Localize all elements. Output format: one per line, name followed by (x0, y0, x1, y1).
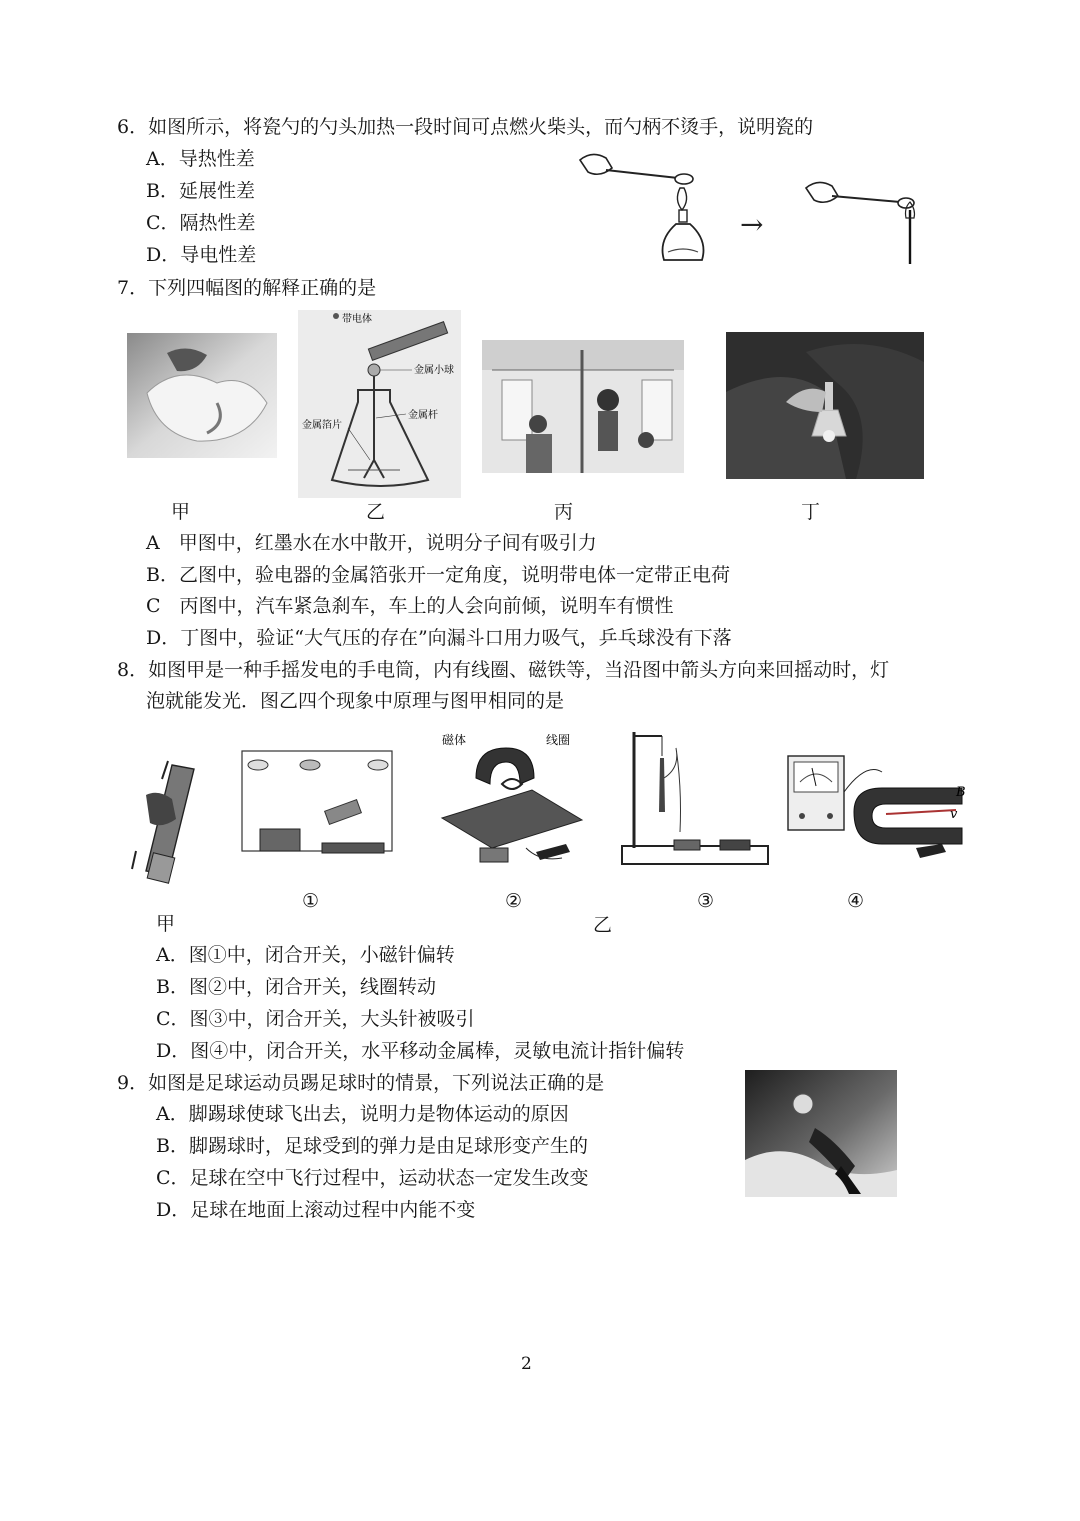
q7-photo-bing (482, 340, 684, 473)
battery-icon (260, 829, 300, 851)
switch-icon (325, 800, 362, 825)
q9-option-a: A．脚踢球使球飞出去，说明力是物体运动的原因 (156, 1103, 569, 1125)
q7-caption-bing: 丙 (554, 501, 574, 523)
coil-label: 线圈 (546, 733, 571, 747)
q9-option-c: C．足球在空中飞行过程中，运动状态一定发生改变 (156, 1167, 589, 1189)
compass-icon (300, 760, 320, 770)
q7-caption-jia: 甲 (171, 501, 191, 523)
electromagnet-icon (659, 758, 665, 812)
q8-option-a: A．图①中，闭合开关，小磁针偏转 (156, 944, 455, 966)
q8-figure-number-3: ③ (697, 890, 715, 912)
charged-body-label: 带电体 (342, 314, 372, 325)
q7-option-c: C 丙图中，汽车紧急刹车，车上的人会向前倾，说明车有惯性 (146, 595, 674, 617)
q8-stem-line2: 泡就能发光．图乙四个现象中原理与图甲相同的是 (146, 690, 565, 712)
metal-rod-icon (886, 810, 956, 814)
spoon-icon (898, 198, 914, 208)
q9-soccer-photo (745, 1070, 897, 1197)
hand-icon (806, 182, 838, 202)
q9-option-d: D．足球在地面上滚动过程中内能不变 (156, 1199, 476, 1221)
q9-stem: 9．如图是足球运动员踢足球时的情景，下列说法正确的是 (117, 1072, 605, 1094)
q8-figure-2 (436, 728, 588, 868)
q7-photo-ding (726, 332, 924, 479)
flame-icon (677, 188, 686, 210)
q8-option-c: C．图③中，闭合开关，大头针被吸引 (156, 1008, 475, 1030)
arrow-right-icon: → (740, 208, 764, 241)
b-label: B (956, 785, 966, 800)
alcohol-lamp-icon (663, 224, 704, 260)
q6-option-a: A．导热性差 (146, 148, 255, 170)
q8-flashlight-figure (128, 755, 208, 890)
metal-foil-label: 金属箔片 (302, 420, 342, 431)
q6-stem: 6．如图所示，将瓷勺的勺头加热一段时间可点燃火柴头，而勺柄不烫手，说明瓷的 (117, 116, 814, 138)
q8-caption-yi: 乙 (593, 914, 613, 936)
q9-option-b: B．脚踢球时，足球受到的弹力是由足球形变产生的 (156, 1135, 588, 1157)
v-label: v (950, 807, 958, 822)
soccer-ball-icon (793, 1094, 813, 1114)
hand-icon (580, 154, 612, 174)
q7-photo-jia (127, 333, 277, 458)
horseshoe-magnet-icon (476, 748, 534, 784)
q7-option-d: D．丁图中，验证“大气压的存在”向漏斗口用力吸气，乒乓球没有下落 (146, 627, 732, 649)
q7-electroscope-figure (298, 310, 461, 498)
q6-option-d: D．导电性差 (146, 244, 257, 266)
switch-icon (916, 844, 946, 858)
q8-figure-1 (238, 745, 398, 860)
q7-caption-ding: 丁 (801, 501, 821, 523)
q8-option-b: B．图②中，闭合开关，线圈转动 (156, 976, 436, 998)
q8-figure-number-2: ② (505, 890, 523, 912)
q8-figure-3 (620, 728, 770, 868)
switch-icon (536, 844, 570, 860)
spoon-icon (675, 174, 693, 184)
q8-option-d: D．图④中，闭合开关，水平移动金属棒，灵敏电流计指针偏转 (156, 1040, 685, 1062)
q6-option-b: B．延展性差 (146, 180, 255, 202)
q6-option-c: C．隔热性差 (146, 212, 256, 234)
q8-figure-number-4: ④ (847, 890, 865, 912)
q8-figure-4 (786, 752, 976, 867)
q7-stem: 7．下列四幅图的解释正确的是 (117, 277, 377, 299)
q7-caption-yi: 乙 (366, 501, 386, 523)
q8-caption-jia: 甲 (156, 913, 176, 935)
q8-stem-line1: 8．如图甲是一种手摇发电的手电筒，内有线圈、磁铁等，当沿图中箭头方向来回摇动时，灯 (117, 659, 890, 681)
horseshoe-magnet-icon (854, 788, 962, 844)
magnet-label: 磁体 (442, 733, 467, 747)
q7-option-b: B．乙图中，验电器的金属箔张开一定角度，说明带电体一定带正电荷 (146, 564, 730, 586)
q6-spoon-figure (570, 148, 930, 273)
q7-option-a: A 甲图中，红墨水在水中散开，说明分子间有吸引力 (146, 532, 597, 554)
q8-figure-number-1: ① (302, 890, 320, 912)
page-number: 2 (521, 1354, 532, 1374)
metal-rod-label: 金属杆 (408, 410, 438, 421)
metal-ball-label: 金属小球 (414, 365, 454, 376)
